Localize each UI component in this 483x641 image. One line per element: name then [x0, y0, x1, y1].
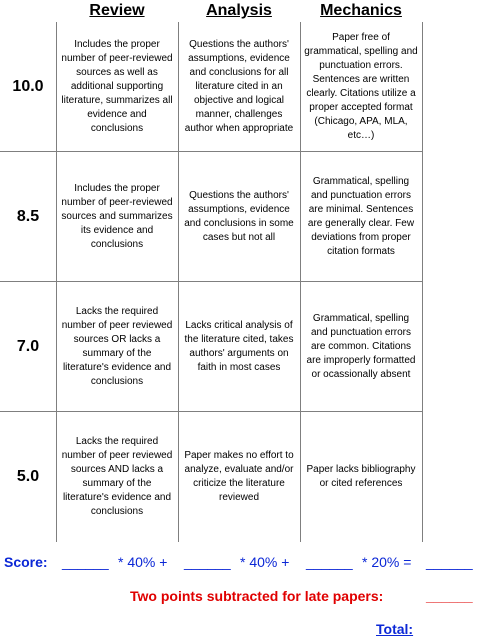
analysis-weight: * 40% +: [240, 554, 290, 570]
review-cell: Lacks the required number of peer reviewed sources AND lacks a summary of the literature's evidence and conclusions: [61, 436, 173, 517]
review-cell: Includes the proper number of peer-reviewed sources as well as additional supporting literature, summarizes all evidence and conclusions: [61, 39, 173, 134]
row-divider: [0, 411, 422, 412]
review-cell: Lacks the required number of peer reviewed sources OR lacks a summary of the literature's evidence and conclusions: [61, 306, 173, 387]
analysis-cell: Questions the authors' assumptions, evidence and conclusions for all literature cited in an objective and logical manner, challenges author when appropriate: [184, 39, 294, 134]
late-penalty-label: Two points subtracted for late papers:: [130, 588, 384, 604]
total-line: [0, 621, 483, 641]
total-label: Total:: [376, 621, 414, 637]
header-review: Review: [89, 2, 145, 19]
rubric-row: [0, 282, 483, 412]
mechanics-cell: Paper lacks bibliography or cited references: [306, 464, 416, 489]
row-score: 10.0: [12, 78, 44, 95]
rubric-grid: [0, 22, 483, 542]
mechanics-cell: Grammatical, spelling and punctuation errors are minimal. Sentences are generally clear. Few deviations from proper citation formats: [307, 176, 415, 257]
rubric-header: [0, 2, 483, 24]
rubric-row: [0, 152, 483, 282]
row-score: 7.0: [16, 338, 40, 355]
score-formula: [0, 554, 483, 574]
analysis-cell: Paper makes no effort to analyze, evaluate and/or criticize the literature reviewed: [184, 450, 294, 503]
row-divider: [0, 151, 422, 152]
header-analysis: Analysis: [206, 2, 272, 19]
row-score: 8.5: [16, 208, 40, 225]
rubric-row: [0, 22, 483, 152]
column-divider: [300, 22, 301, 542]
mechanics-cell: Paper free of grammatical, spelling and punctuation errors. Sentences are written clearly. Citations utilize a proper accepted format (Chicago, APA, MLA, etc…): [304, 32, 418, 141]
mechanics-cell: Grammatical, spelling and punctuation errors are common. Citations are improperly formatted or ocassionally absent: [306, 313, 416, 380]
column-divider: [422, 22, 423, 542]
review-score-blank[interactable]: ______: [62, 554, 109, 570]
analysis-cell: Lacks critical analysis of the literature cited, takes authors' arguments on faith in most cases: [184, 320, 294, 373]
score-label: Score:: [4, 554, 48, 570]
subtotal-blank[interactable]: ______: [426, 554, 473, 570]
late-penalty-blank[interactable]: ______: [426, 588, 473, 604]
header-mechanics: Mechanics: [320, 2, 402, 19]
analysis-cell: Questions the authors' assumptions, evidence and conclusions in some cases but not all: [184, 190, 294, 243]
column-divider: [178, 22, 179, 542]
column-divider: [56, 22, 57, 542]
mechanics-weight: * 20% =: [362, 554, 412, 570]
review-cell: Includes the proper number of peer-reviewed sources and summarizes its evidence and conclusions: [61, 183, 173, 250]
row-divider: [0, 281, 422, 282]
analysis-score-blank[interactable]: ______: [184, 554, 231, 570]
rubric-row: [0, 412, 483, 542]
review-weight: * 40% +: [118, 554, 168, 570]
row-score: 5.0: [16, 468, 40, 485]
late-penalty-line: [0, 588, 483, 608]
mechanics-score-blank[interactable]: ______: [306, 554, 353, 570]
